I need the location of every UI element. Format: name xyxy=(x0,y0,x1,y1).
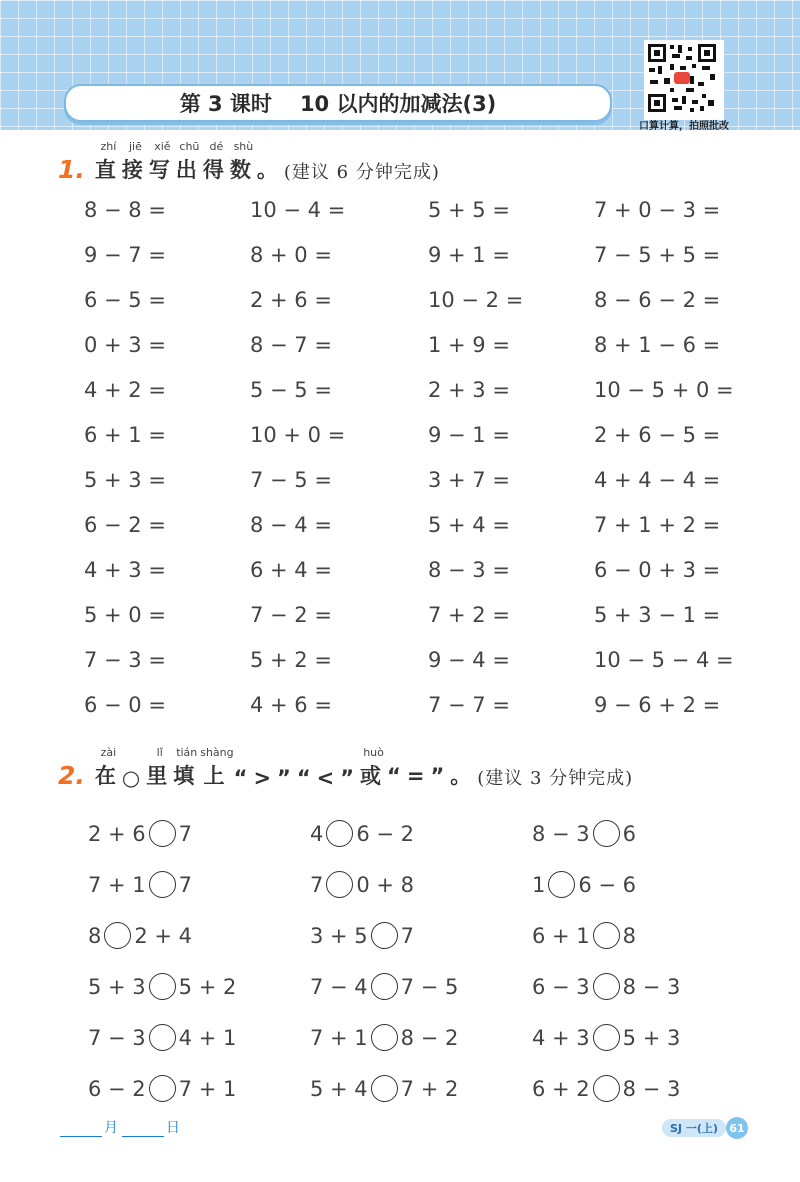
equation-row xyxy=(84,243,734,288)
answer-circle[interactable] xyxy=(149,1075,176,1102)
comparison xyxy=(310,1024,532,1051)
equation[interactable]: 8 + 1 − 6 = xyxy=(594,333,721,357)
answer-circle[interactable] xyxy=(104,922,131,949)
compare-row xyxy=(88,1063,712,1114)
answer-circle[interactable] xyxy=(326,820,353,847)
left-expression: 8 − 3 xyxy=(532,821,590,846)
equation[interactable]: 9 − 4 = xyxy=(428,648,510,672)
left-expression: 6 − 3 xyxy=(532,974,590,999)
right-expression: 7 xyxy=(400,923,415,948)
right-expression: 6 xyxy=(622,821,637,846)
month-label: 月 xyxy=(104,1120,118,1136)
equation[interactable]: 8 − 7 = xyxy=(250,333,332,357)
equation[interactable]: 2 + 6 − 5 = xyxy=(594,423,721,447)
equation-row xyxy=(84,198,734,243)
right-expression: 7 xyxy=(178,872,193,897)
answer-circle[interactable] xyxy=(593,1075,620,1102)
answer-circle[interactable] xyxy=(593,820,620,847)
comparison xyxy=(88,922,310,949)
left-expression: 4 + 3 xyxy=(532,1025,590,1050)
section2-compare-grid xyxy=(88,808,712,1114)
ruby-char: xiě 写 xyxy=(148,140,176,182)
equation[interactable]: 7 − 5 = xyxy=(250,468,332,492)
comparison xyxy=(310,820,532,847)
answer-circle[interactable] xyxy=(593,1024,620,1051)
equation[interactable]: 7 + 2 = xyxy=(428,603,510,627)
equation[interactable]: 6 − 2 = xyxy=(84,513,166,537)
comparison xyxy=(88,973,310,1000)
left-expression: 2 + 6 xyxy=(88,821,146,846)
qr-code-icon[interactable] xyxy=(644,40,724,120)
right-expression: 6 − 6 xyxy=(578,872,637,897)
equation[interactable]: 2 + 3 = xyxy=(428,378,510,402)
equation[interactable]: 10 − 5 + 0 = xyxy=(594,378,734,402)
equation[interactable]: 8 − 4 = xyxy=(250,513,332,537)
ruby-char: ○ xyxy=(121,766,147,790)
left-expression: 7 − 3 xyxy=(88,1025,146,1050)
compare-row xyxy=(88,1012,712,1063)
equation[interactable]: 8 − 6 − 2 = xyxy=(594,288,721,312)
equation[interactable]: 4 + 2 = xyxy=(84,378,166,402)
equation[interactable]: 1 + 9 = xyxy=(428,333,510,357)
right-expression: 6 − 2 xyxy=(356,821,415,846)
equation[interactable]: 9 + 1 = xyxy=(428,243,510,267)
right-expression: 8 − 2 xyxy=(400,1025,459,1050)
comparison xyxy=(532,820,712,847)
section2-time-note: (建议 3 分钟完成) xyxy=(477,768,634,789)
left-expression: 5 + 3 xyxy=(88,974,146,999)
answer-circle[interactable] xyxy=(548,871,575,898)
left-expression: 6 + 2 xyxy=(532,1076,590,1101)
lesson-label: 第 3 课时 xyxy=(179,92,272,116)
equation[interactable]: 6 − 0 + 3 = xyxy=(594,558,721,582)
equation[interactable]: 9 − 6 + 2 = xyxy=(594,693,721,717)
page-number: 61 xyxy=(726,1117,748,1139)
section1-equation-grid xyxy=(84,198,734,738)
equation[interactable]: 5 + 0 = xyxy=(84,603,166,627)
equation[interactable]: 7 + 0 − 3 = xyxy=(594,198,721,222)
compare-row xyxy=(88,910,712,961)
lesson-topic: 10 以内的加减法(3) xyxy=(299,92,497,116)
right-expression: 5 + 2 xyxy=(178,974,237,999)
equation[interactable]: 9 − 1 = xyxy=(428,423,510,447)
ruby-char: dé 得 xyxy=(202,140,230,182)
left-expression: 7 xyxy=(310,872,324,897)
ruby-char: “=”。 xyxy=(387,764,478,788)
answer-circle[interactable] xyxy=(371,1024,398,1051)
answer-circle[interactable] xyxy=(326,871,353,898)
ruby-char: lǐ 里 xyxy=(146,746,174,788)
equation[interactable]: 7 − 2 = xyxy=(250,603,332,627)
date-field xyxy=(60,1117,180,1137)
ruby-char: tián 填 xyxy=(173,746,201,788)
equation[interactable]: 4 + 3 = xyxy=(84,558,166,582)
ruby-char: jiē 接 xyxy=(121,140,149,182)
left-expression: 7 + 1 xyxy=(88,872,146,897)
ruby-char: shù 数 xyxy=(229,140,257,182)
equation-row xyxy=(84,378,734,423)
equation[interactable]: 8 + 0 = xyxy=(250,243,332,267)
equation[interactable]: 5 − 5 = xyxy=(250,378,332,402)
equation-row xyxy=(84,693,734,738)
left-expression: 8 xyxy=(88,923,102,948)
month-blank[interactable] xyxy=(60,1122,102,1137)
equation-row xyxy=(84,288,734,333)
equation[interactable]: 5 + 3 = xyxy=(84,468,166,492)
equation[interactable]: 8 − 8 = xyxy=(84,198,166,222)
equation-row xyxy=(84,648,734,693)
equation[interactable]: 7 − 5 + 5 = xyxy=(594,243,721,267)
ruby-char: shàng 上 xyxy=(200,746,234,788)
equation-row xyxy=(84,468,734,513)
ruby-char: “>”“<” xyxy=(233,766,361,790)
equation[interactable]: 10 − 4 = xyxy=(250,198,346,222)
equation[interactable]: 5 + 3 − 1 = xyxy=(594,603,721,627)
equation[interactable]: 10 − 2 = xyxy=(428,288,524,312)
left-expression: 1 xyxy=(532,872,546,897)
section2-title xyxy=(58,746,633,790)
ruby-char: zhí 直 xyxy=(94,140,122,182)
compare-row xyxy=(88,859,712,910)
comparison xyxy=(310,1075,532,1102)
equation[interactable]: 7 − 7 = xyxy=(428,693,510,717)
equation[interactable]: 5 + 5 = xyxy=(428,198,510,222)
equation[interactable]: 4 + 4 − 4 = xyxy=(594,468,721,492)
comparison xyxy=(310,871,532,898)
right-expression: 7 + 2 xyxy=(400,1076,459,1101)
right-expression: 8 − 3 xyxy=(622,974,681,999)
lesson-title-bar xyxy=(64,84,612,122)
day-label: 日 xyxy=(166,1120,180,1136)
left-expression: 6 − 2 xyxy=(88,1076,146,1101)
section1-punct: 。 xyxy=(256,158,284,182)
equation[interactable]: 4 + 6 = xyxy=(250,693,332,717)
right-expression: 5 + 3 xyxy=(622,1025,681,1050)
comparison xyxy=(532,871,712,898)
comparison xyxy=(310,973,532,1000)
section1-title xyxy=(58,140,440,184)
equation-row xyxy=(84,513,734,558)
left-expression: 6 + 1 xyxy=(532,923,590,948)
comparison xyxy=(532,922,712,949)
equation[interactable]: 5 + 2 = xyxy=(250,648,332,672)
equation[interactable]: 3 + 7 = xyxy=(428,468,510,492)
equation[interactable]: 7 + 1 + 2 = xyxy=(594,513,721,537)
equation[interactable]: 9 − 7 = xyxy=(84,243,166,267)
equation[interactable]: 6 + 4 = xyxy=(250,558,332,582)
qr-caption: 口算计算，拍照批改 xyxy=(639,121,729,132)
comparison xyxy=(310,922,532,949)
right-expression: 7 − 5 xyxy=(400,974,459,999)
comparison xyxy=(532,1024,712,1051)
equation[interactable]: 6 − 0 = xyxy=(84,693,166,717)
right-expression: 8 xyxy=(622,923,637,948)
right-expression: 7 xyxy=(178,821,193,846)
equation-row xyxy=(84,333,734,378)
answer-circle[interactable] xyxy=(149,973,176,1000)
answer-circle[interactable] xyxy=(149,871,176,898)
left-expression: 7 + 1 xyxy=(310,1025,368,1050)
section2-number: 2. xyxy=(58,761,85,790)
equation[interactable]: 10 − 5 − 4 = xyxy=(594,648,734,672)
grade-badge: SJ 一(上) xyxy=(662,1119,726,1137)
equation-row xyxy=(84,558,734,603)
equation[interactable]: 6 + 1 = xyxy=(84,423,166,447)
equation[interactable]: 6 − 5 = xyxy=(84,288,166,312)
right-expression: 0 + 8 xyxy=(356,872,415,897)
answer-circle[interactable] xyxy=(149,820,176,847)
equation[interactable]: 8 − 3 = xyxy=(428,558,510,582)
day-blank[interactable] xyxy=(122,1122,164,1137)
equation[interactable]: 7 − 3 = xyxy=(84,648,166,672)
left-expression: 4 xyxy=(310,821,324,846)
answer-circle[interactable] xyxy=(371,973,398,1000)
right-expression: 8 − 3 xyxy=(622,1076,681,1101)
answer-circle[interactable] xyxy=(371,922,398,949)
compare-row xyxy=(88,961,712,1012)
comparison xyxy=(532,1075,712,1102)
equation-row xyxy=(84,423,734,468)
answer-circle[interactable] xyxy=(593,922,620,949)
answer-circle[interactable] xyxy=(593,973,620,1000)
compare-row xyxy=(88,808,712,859)
comparison xyxy=(88,820,310,847)
right-expression: 7 + 1 xyxy=(178,1076,237,1101)
section1-time-note: (建议 6 分钟完成) xyxy=(283,162,440,183)
equation[interactable]: 2 + 6 = xyxy=(250,288,332,312)
left-expression: 7 − 4 xyxy=(310,974,368,999)
comparison xyxy=(532,973,712,1000)
ruby-char: zài 在 xyxy=(94,746,122,788)
left-expression: 3 + 5 xyxy=(310,923,368,948)
comparison xyxy=(88,871,310,898)
ruby-char: huò 或 xyxy=(360,746,388,788)
section1-number: 1. xyxy=(58,155,85,184)
answer-circle[interactable] xyxy=(149,1024,176,1051)
left-expression: 5 + 4 xyxy=(310,1076,368,1101)
equation[interactable]: 5 + 4 = xyxy=(428,513,510,537)
answer-circle[interactable] xyxy=(371,1075,398,1102)
equation[interactable]: 0 + 3 = xyxy=(84,333,166,357)
right-expression: 4 + 1 xyxy=(178,1025,237,1050)
comparison xyxy=(88,1024,310,1051)
ruby-char: chū 出 xyxy=(175,140,203,182)
equation[interactable]: 10 + 0 = xyxy=(250,423,346,447)
equation-row xyxy=(84,603,734,648)
comparison xyxy=(88,1075,310,1102)
right-expression: 2 + 4 xyxy=(134,923,193,948)
